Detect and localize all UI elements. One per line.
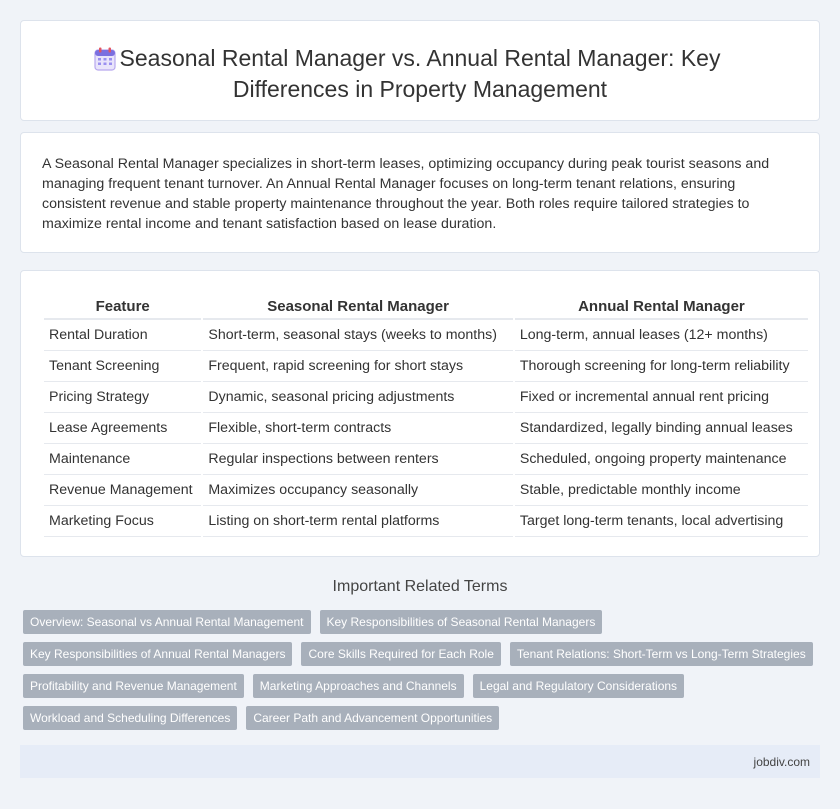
annual-cell: Scheduled, ongoing property maintenance <box>515 444 808 475</box>
column-header-annual: Annual Rental Manager <box>515 295 808 320</box>
feature-cell: Tenant Screening <box>44 351 201 382</box>
table-row <box>44 351 808 382</box>
seasonal-cell: Maximizes occupancy seasonally <box>203 475 513 506</box>
feature-cell: Rental Duration <box>44 320 201 351</box>
intro-card <box>20 132 820 253</box>
feature-cell: Maintenance <box>44 444 201 475</box>
annual-cell: Long-term, annual leases (12+ months) <box>515 320 808 351</box>
related-term-link[interactable]: Key Responsibilities of Seasonal Rental Managers <box>320 610 603 634</box>
feature-cell: Revenue Management <box>44 475 201 506</box>
seasonal-cell: Short-term, seasonal stays (weeks to months) <box>203 320 513 351</box>
table-row <box>44 444 808 475</box>
seasonal-cell: Listing on short-term rental platforms <box>203 506 513 537</box>
table-header-row <box>44 295 808 320</box>
seasonal-cell: Dynamic, seasonal pricing adjustments <box>203 382 513 413</box>
annual-cell: Stable, predictable monthly income <box>515 475 808 506</box>
tag-row <box>23 706 823 730</box>
annual-cell: Thorough screening for long-term reliability <box>515 351 808 382</box>
intro-paragraph: A Seasonal Rental Manager specializes in short-term leases, optimizing occupancy during peak tourist seasons and managing frequent tenant turnover. An Annual Rental Manager focuses on long-term tenant relations, ensuring consistent revenue and stable property maintenance throughout the year. Both roles require tailored strategies to maximize rental income and tenant satisfaction based on lease duration. <box>42 156 770 232</box>
seasonal-cell: Flexible, short-term contracts <box>203 413 513 444</box>
footer-brand-link[interactable]: jobdiv.com <box>753 755 810 769</box>
table-row <box>44 382 808 413</box>
tag-row <box>23 642 823 666</box>
related-term-link[interactable]: Marketing Approaches and Channels <box>253 674 464 698</box>
annual-cell: Standardized, legally binding annual leases <box>515 413 808 444</box>
seasonal-cell: Frequent, rapid screening for short stays <box>203 351 513 382</box>
table-row <box>44 320 808 351</box>
seasonal-cell: Regular inspections between renters <box>203 444 513 475</box>
comparison-table-card <box>20 270 820 557</box>
table-row <box>44 475 808 506</box>
feature-cell: Pricing Strategy <box>44 382 201 413</box>
related-term-link[interactable]: Overview: Seasonal vs Annual Rental Management <box>23 610 311 634</box>
related-term-link[interactable]: Core Skills Required for Each Role <box>301 642 500 666</box>
tag-row <box>23 674 823 698</box>
related-terms-title: Important Related Terms <box>332 578 508 595</box>
related-term-link[interactable]: Legal and Regulatory Considerations <box>473 674 684 698</box>
tag-row <box>23 610 823 634</box>
related-term-link[interactable]: Tenant Relations: Short-Term vs Long-Term Strategies <box>510 642 813 666</box>
footer <box>20 745 820 778</box>
feature-cell: Lease Agreements <box>44 413 201 444</box>
page-title: Seasonal Rental Manager vs. Annual Rental Manager: Key Differences in Property Management <box>119 45 721 102</box>
related-term-link[interactable]: Profitability and Revenue Management <box>23 674 244 698</box>
column-header-feature: Feature <box>44 295 201 320</box>
annual-cell: Fixed or incremental annual rent pricing <box>515 382 808 413</box>
related-terms-list <box>23 610 823 738</box>
annual-cell: Target long-term tenants, local advertising <box>515 506 808 537</box>
table-row <box>44 413 808 444</box>
table-row <box>44 506 808 537</box>
comparison-table <box>42 295 810 537</box>
feature-cell: Marketing Focus <box>44 506 201 537</box>
related-term-link[interactable]: Career Path and Advancement Opportunities <box>246 706 499 730</box>
related-term-link[interactable]: Key Responsibilities of Annual Rental Managers <box>23 642 292 666</box>
header-card <box>20 20 820 121</box>
column-header-seasonal: Seasonal Rental Manager <box>203 295 513 320</box>
related-term-link[interactable]: Workload and Scheduling Differences <box>23 706 237 730</box>
